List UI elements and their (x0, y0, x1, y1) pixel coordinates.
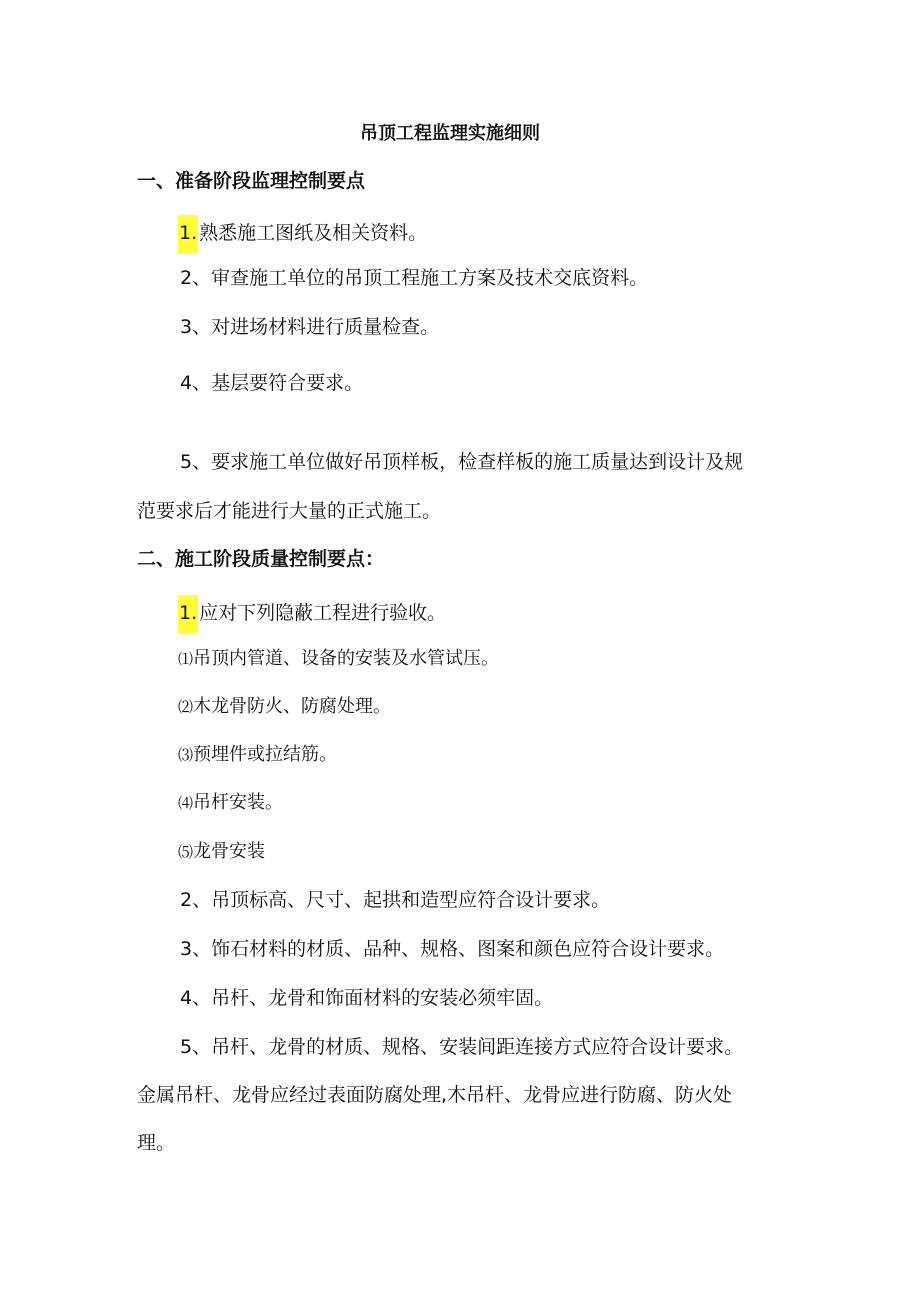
subitem-5 (178, 838, 265, 866)
section-2-item-5-line-2: 金属吊杆、龙骨应经过表面防腐处理,木吊杆、龙骨应进行防腐、防火处 (137, 1084, 733, 1106)
section-2-item-2: 2、吊顶标高、尺寸、起拱和造型应符合设计要求。 (180, 889, 611, 911)
subitem-number: ⑵ (178, 698, 194, 716)
subitem-text: 龙骨安装 (193, 841, 266, 862)
subitem-text: 预埋件或拉结筋。 (193, 744, 338, 765)
subitem-text: 木龙骨防火、防腐处理。 (193, 696, 392, 717)
item-text: 应对下列隐蔽工程进行验收。 (199, 602, 447, 624)
subitem-number: ⑷ (178, 794, 194, 812)
subitem-4 (178, 789, 283, 817)
subitem-3 (178, 741, 337, 769)
subitem-text: 吊杆安装。 (193, 792, 284, 813)
subitem-1 (178, 645, 499, 673)
highlighted-number: 1. (178, 215, 198, 253)
section-1-item-3: 3、对进场材料进行质量检查。 (180, 316, 440, 338)
section-1-item-5-line-1: 5、要求施工单位做好吊顶样板，检查样板的施工质量达到设计及规 (180, 451, 744, 473)
page-title: 吊顶工程监理实施细则 (360, 123, 540, 144)
section-2-item-1 (178, 595, 446, 633)
subitem-number: ⑸ (178, 843, 194, 861)
section-1-heading: 一、准备阶段监理控制要点 (137, 170, 366, 192)
section-1-item-5-line-2: 范要求后才能进行大量的正式施工。 (137, 500, 442, 522)
section-1-item-2: 2、审查施工单位的吊顶工程施工方案及技术交底资料。 (180, 267, 649, 289)
subitem-2 (178, 693, 391, 721)
highlighted-number: 1. (178, 595, 198, 633)
section-2-item-4: 4、吊杆、龙骨和饰面材料的安装必须牢固。 (180, 987, 554, 1009)
subitem-text: 吊顶内管道、设备的安装及水管试压。 (193, 648, 500, 669)
item-text: 熟悉施工图纸及相关资料。 (199, 222, 428, 244)
subitem-number: ⑴ (178, 650, 194, 668)
section-2-item-5-line-3: 理。 (137, 1132, 176, 1154)
section-2-item-5-line-1: 5、吊杆、龙骨的材质、规格、安装间距连接方式应符合设计要求。 (180, 1036, 744, 1058)
section-1-item-1 (178, 215, 427, 253)
section-2-heading: 二、施工阶段质量控制要点： (137, 548, 385, 570)
section-2-item-3: 3、饰石材料的材质、品种、规格、图案和颜色应符合设计要求。 (180, 938, 725, 960)
section-1-item-4: 4、基层要符合要求。 (180, 372, 364, 394)
subitem-number: ⑶ (178, 746, 194, 764)
